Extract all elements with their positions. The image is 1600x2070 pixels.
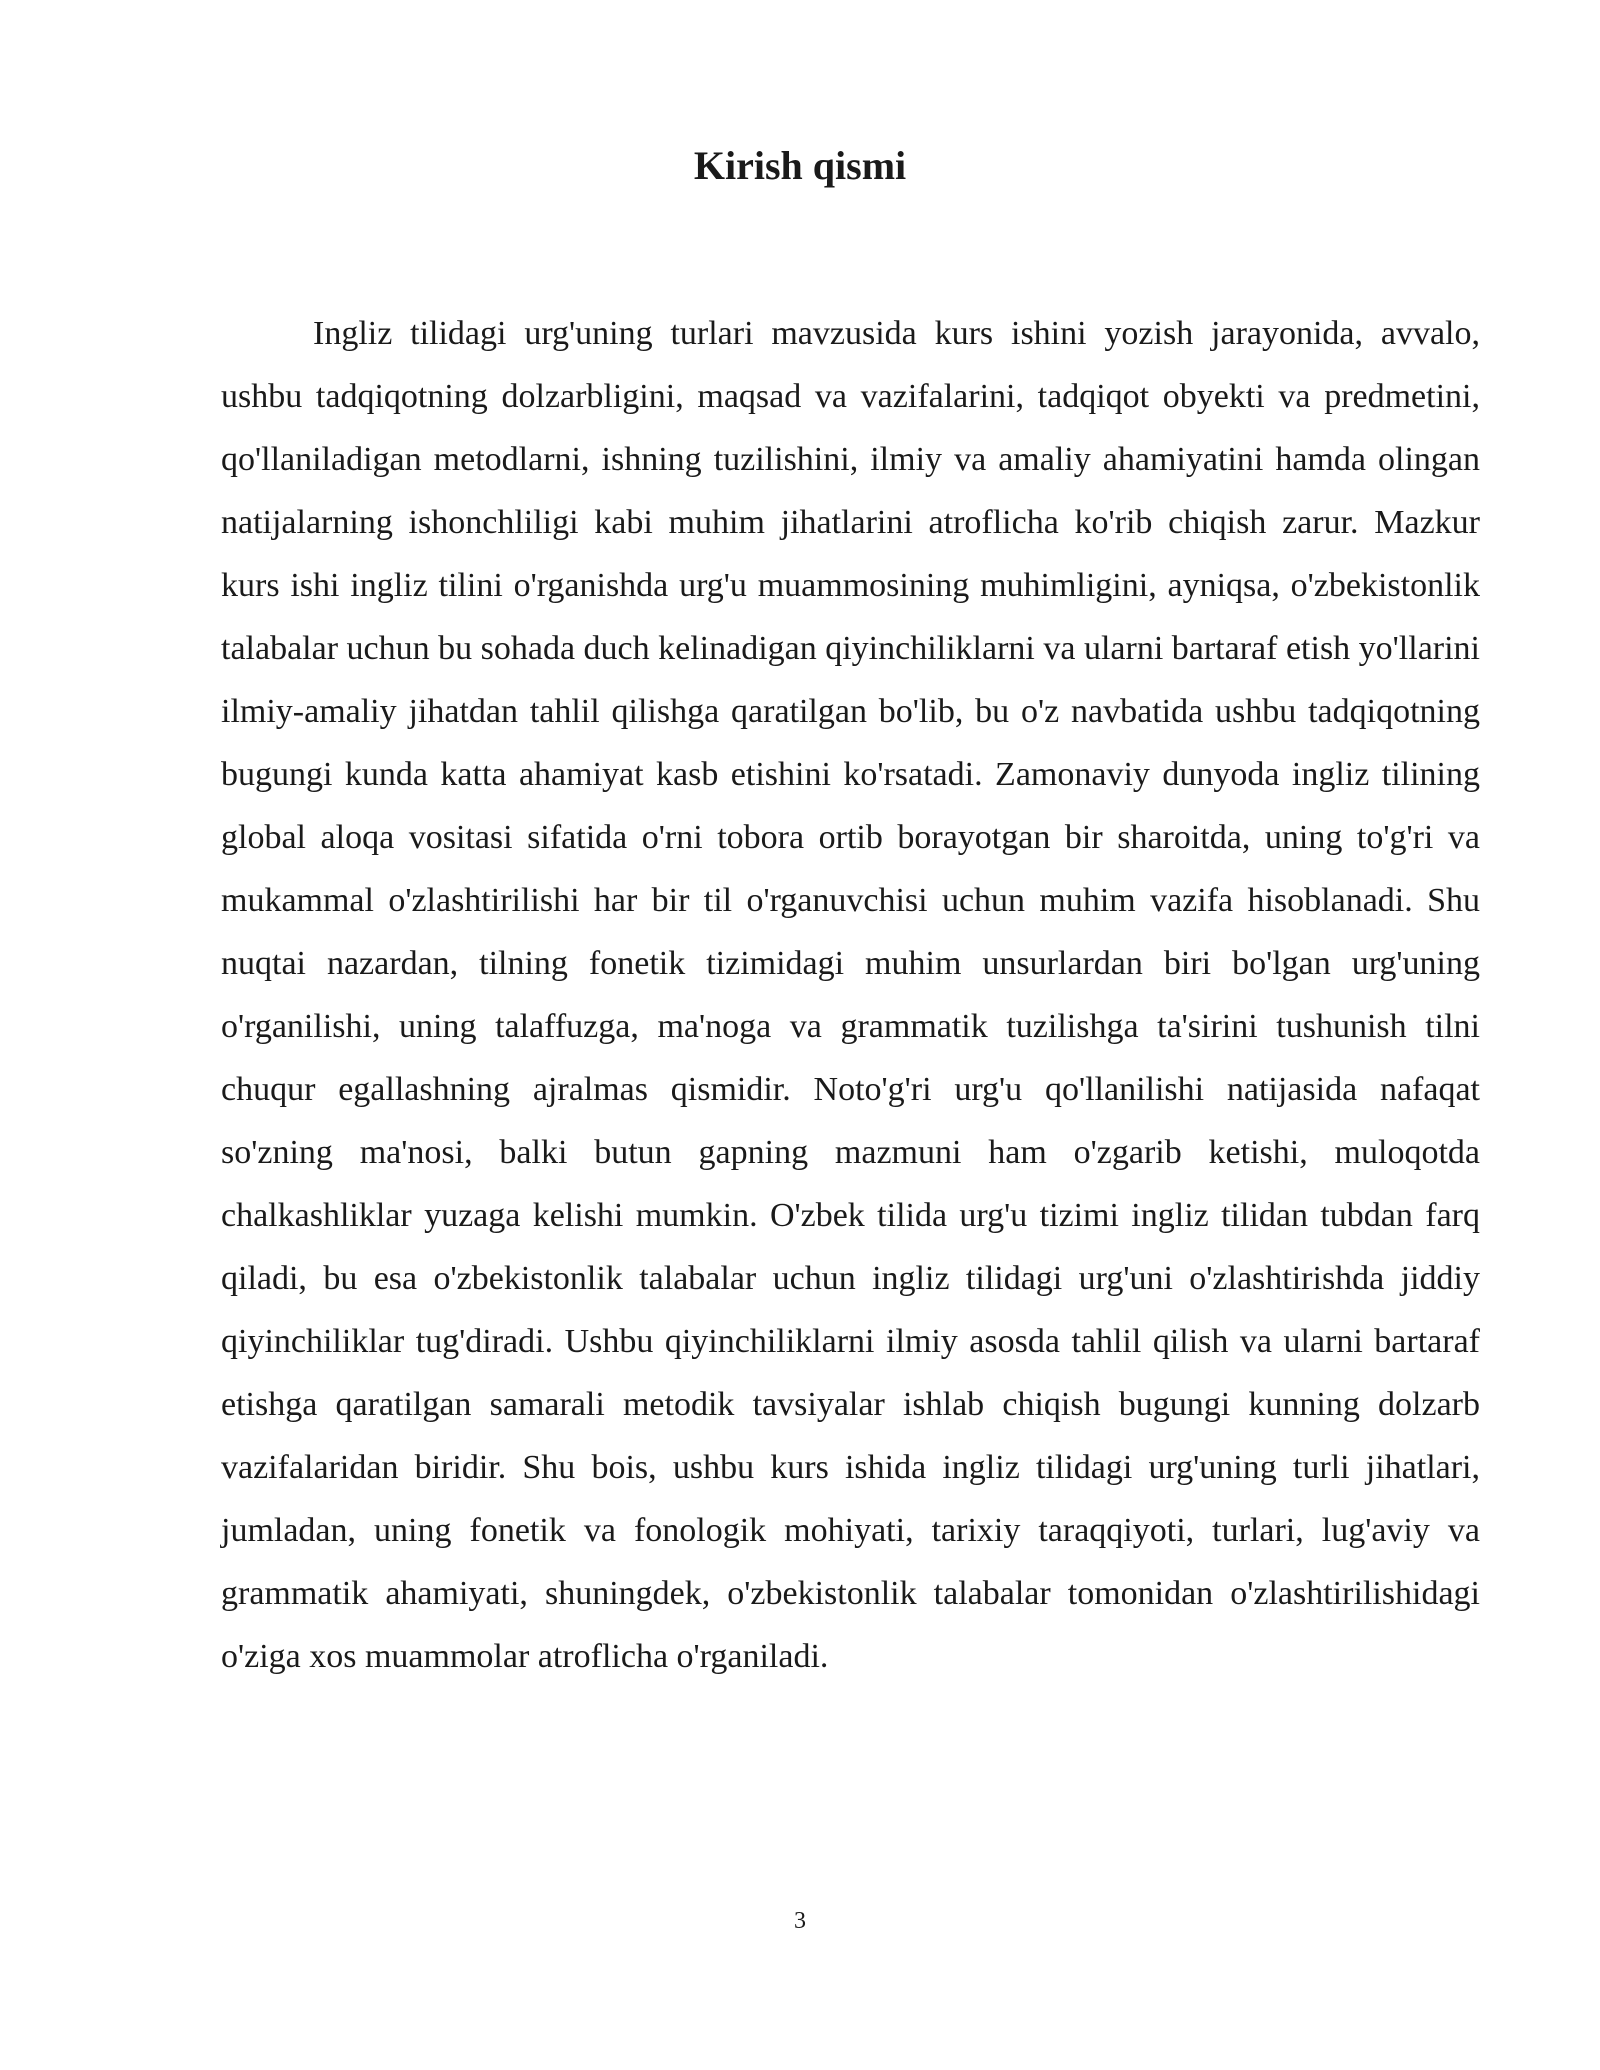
page-number: 3 (794, 1908, 806, 1934)
body-paragraph: Ingliz tilidagi urg'uning turlari mavzusida kurs ishini yozish jarayonida, avvalo, ushbu tadqiqotning dolzarbligini, maqsad va vazifalarini, tadqiqot obyekti va predmetini, qo'llaniladigan metodlarni, ishning tuzilishini, ilmiy va amaliy ahamiyatini hamda olingan natijalarning ishonchliligi kabi muhim jihatlarini atroflicha ko'rib chiqish zarur. Mazkur kurs ishi ingliz tilini o'rganishda urg'u muammosining muhimligini, ayniqsa, o'zbekistonlik talabalar uchun bu sohada duch kelinadigan qiyinchiliklarni va ularni bartaraf etish yo'llarini ilmiy-amaliy jihatdan tahlil qilishga qaratilgan bo'lib, bu o'z navbatida ushbu tadqiqotning bugungi kunda katta ahamiyat kasb etishini ko'rsatadi. Zamonaviy dunyoda ingliz tilining global aloqa vositasi sifatida o'rni tobora ortib borayotgan bir sharoitda, uning to'g'ri va mukammal o'zlashtirilishi har bir til o'rganuvchisi uchun muhim vazifa hisoblanadi. Shu nuqtai nazardan, tilning fonetik tizimidagi muhim unsurlardan biri bo'lgan urg'uning o'rganilishi, uning talaffuzga, ma'noga va grammatik tuzilishga ta'sirini tushunish tilni chuqur egallashning ajralmas qismidir. Noto'g'ri urg'u qo'llanilishi natijasida nafaqat so'zning ma'nosi, balki butun gapning mazmuni ham o'zgarib ketishi, muloqotda chalkashliklar yuzaga kelishi mumkin. O'zbek tilida urg'u tizimi ingliz tilidan tubdan farq qiladi, bu esa o'zbekistonlik talabalar uchun ingliz tilidagi urg'uni o'zlashtirishda jiddiy qiyinchiliklar tug'diradi. Ushbu qiyinchiliklarni ilmiy asosda tahlil qilish va ularni bartaraf etishga qaratilgan samarali metodik tavsiyalar ishlab chiqish bugungi kunning dolzarb vazifalaridan biridir. Shu bois, ushbu kurs ishida ingliz tilidagi urg'uning turli jihatlari, jumladan, uning fonetik va fonologik mohiyati, tarixiy taraqqiyoti, turlari, lug'aviy va grammatik ahamiyati, shuningdek, o'zbekistonlik talabalar tomonidan o'zlashtirilishidagi o'ziga xos muammolar atroflicha o'rganiladi. (221, 315, 1480, 1675)
page-title: Kirish qismi (693, 143, 907, 188)
